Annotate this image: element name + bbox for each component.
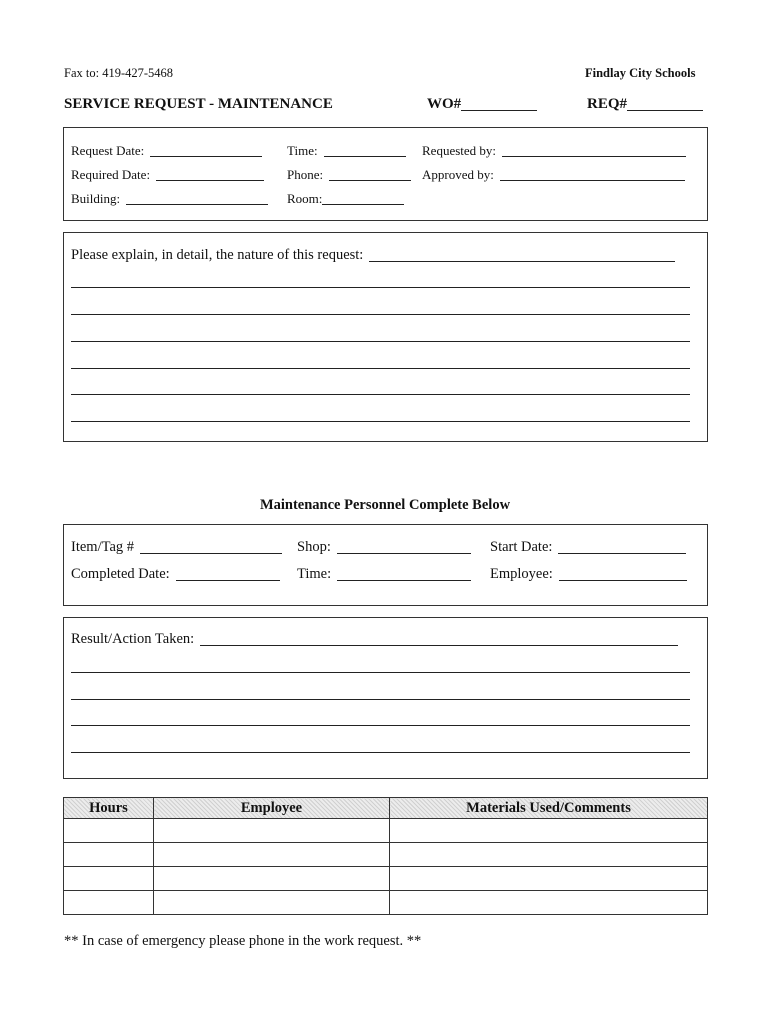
phone-field[interactable] <box>287 167 411 183</box>
table-row <box>64 843 708 867</box>
start-date-label: Start Date: <box>490 539 553 555</box>
wo-line[interactable] <box>461 98 537 111</box>
requested-by-line[interactable] <box>502 144 686 157</box>
approved-by-field[interactable] <box>422 167 685 183</box>
time-label: Time: <box>287 143 318 158</box>
req-number-field[interactable] <box>587 96 703 113</box>
phone-line[interactable] <box>329 168 411 181</box>
details-prompt-label: Please explain, in detail, the nature of this request: <box>71 247 364 263</box>
hours-column-header: Hours <box>64 798 154 819</box>
req-line[interactable] <box>627 98 703 111</box>
details-line[interactable] <box>71 368 690 369</box>
time-line[interactable] <box>324 144 406 157</box>
room-line[interactable] <box>322 192 404 205</box>
wo-number-field[interactable] <box>427 96 537 113</box>
completion-time-line[interactable] <box>337 568 471 581</box>
organization-name: Findlay City Schools <box>585 66 696 80</box>
result-first-line[interactable] <box>200 633 678 646</box>
building-line[interactable] <box>126 192 268 205</box>
requested-by-label: Requested by: <box>422 143 497 158</box>
employee-label: Employee: <box>490 566 553 582</box>
phone-label: Phone: <box>287 167 324 182</box>
approved-by-line[interactable] <box>500 168 685 181</box>
emergency-note: ** In case of emergency please phone in the work request. ** <box>64 933 422 949</box>
wo-label: WO# <box>427 96 462 112</box>
personnel-heading: Maintenance Personnel Complete Below <box>259 497 511 513</box>
completion-time-label: Time: <box>297 566 332 582</box>
hours-cell[interactable] <box>64 843 154 867</box>
room-label: Room: <box>287 191 323 206</box>
details-line[interactable] <box>71 421 690 422</box>
fax-number: Fax to: 419-427-5468 <box>64 66 174 80</box>
shop-line[interactable] <box>337 541 471 554</box>
request-date-line[interactable] <box>150 144 262 157</box>
materials-column-header: Materials Used/Comments <box>390 798 708 819</box>
table-row <box>64 819 708 843</box>
req-label: REQ# <box>587 96 628 112</box>
details-first-line[interactable] <box>369 249 675 262</box>
employee-cell[interactable] <box>154 867 390 891</box>
item-tag-label: Item/Tag # <box>71 539 135 555</box>
completion-time-field[interactable] <box>297 566 471 583</box>
personnel-box <box>63 524 708 606</box>
hours-cell[interactable] <box>64 867 154 891</box>
materials-cell[interactable] <box>390 843 708 867</box>
required-date-label: Required Date: <box>71 167 151 182</box>
result-line[interactable] <box>71 672 690 673</box>
details-line[interactable] <box>71 341 690 342</box>
required-date-line[interactable] <box>156 168 264 181</box>
request-date-field[interactable] <box>71 143 262 159</box>
approved-by-label: Approved by: <box>422 167 494 182</box>
form-title: SERVICE REQUEST - MAINTENANCE <box>64 96 333 112</box>
item-tag-line[interactable] <box>140 541 282 554</box>
result-field[interactable] <box>71 631 678 648</box>
result-line[interactable] <box>71 725 690 726</box>
shop-label: Shop: <box>297 539 331 555</box>
employee-column-header: Employee <box>154 798 390 819</box>
table-row <box>64 891 708 915</box>
employee-cell[interactable] <box>154 843 390 867</box>
details-prompt-field[interactable] <box>71 247 675 264</box>
materials-cell[interactable] <box>390 891 708 915</box>
result-line[interactable] <box>71 699 690 700</box>
materials-cell[interactable] <box>390 819 708 843</box>
details-line[interactable] <box>71 314 690 315</box>
hours-cell[interactable] <box>64 891 154 915</box>
room-field[interactable] <box>287 191 404 207</box>
table-header-row <box>64 798 708 819</box>
building-field[interactable] <box>71 191 268 207</box>
materials-cell[interactable] <box>390 867 708 891</box>
completed-date-label: Completed Date: <box>71 566 170 582</box>
employee-cell[interactable] <box>154 891 390 915</box>
employee-cell[interactable] <box>154 819 390 843</box>
details-line[interactable] <box>71 394 690 395</box>
completed-date-field[interactable] <box>71 566 280 583</box>
details-line[interactable] <box>71 287 690 288</box>
request-date-label: Request Date: <box>71 143 145 158</box>
result-label: Result/Action Taken: <box>71 631 195 647</box>
time-field[interactable] <box>287 143 406 159</box>
required-date-field[interactable] <box>71 167 264 183</box>
item-tag-field[interactable] <box>71 539 282 556</box>
completed-date-line[interactable] <box>176 568 280 581</box>
work-log-table <box>63 797 708 915</box>
employee-field[interactable] <box>490 566 687 583</box>
start-date-line[interactable] <box>558 541 686 554</box>
table-row <box>64 867 708 891</box>
start-date-field[interactable] <box>490 539 686 556</box>
building-label: Building: <box>71 191 121 206</box>
employee-line[interactable] <box>559 568 687 581</box>
result-line[interactable] <box>71 752 690 753</box>
hours-cell[interactable] <box>64 819 154 843</box>
shop-field[interactable] <box>297 539 471 556</box>
requested-by-field[interactable] <box>422 143 686 159</box>
